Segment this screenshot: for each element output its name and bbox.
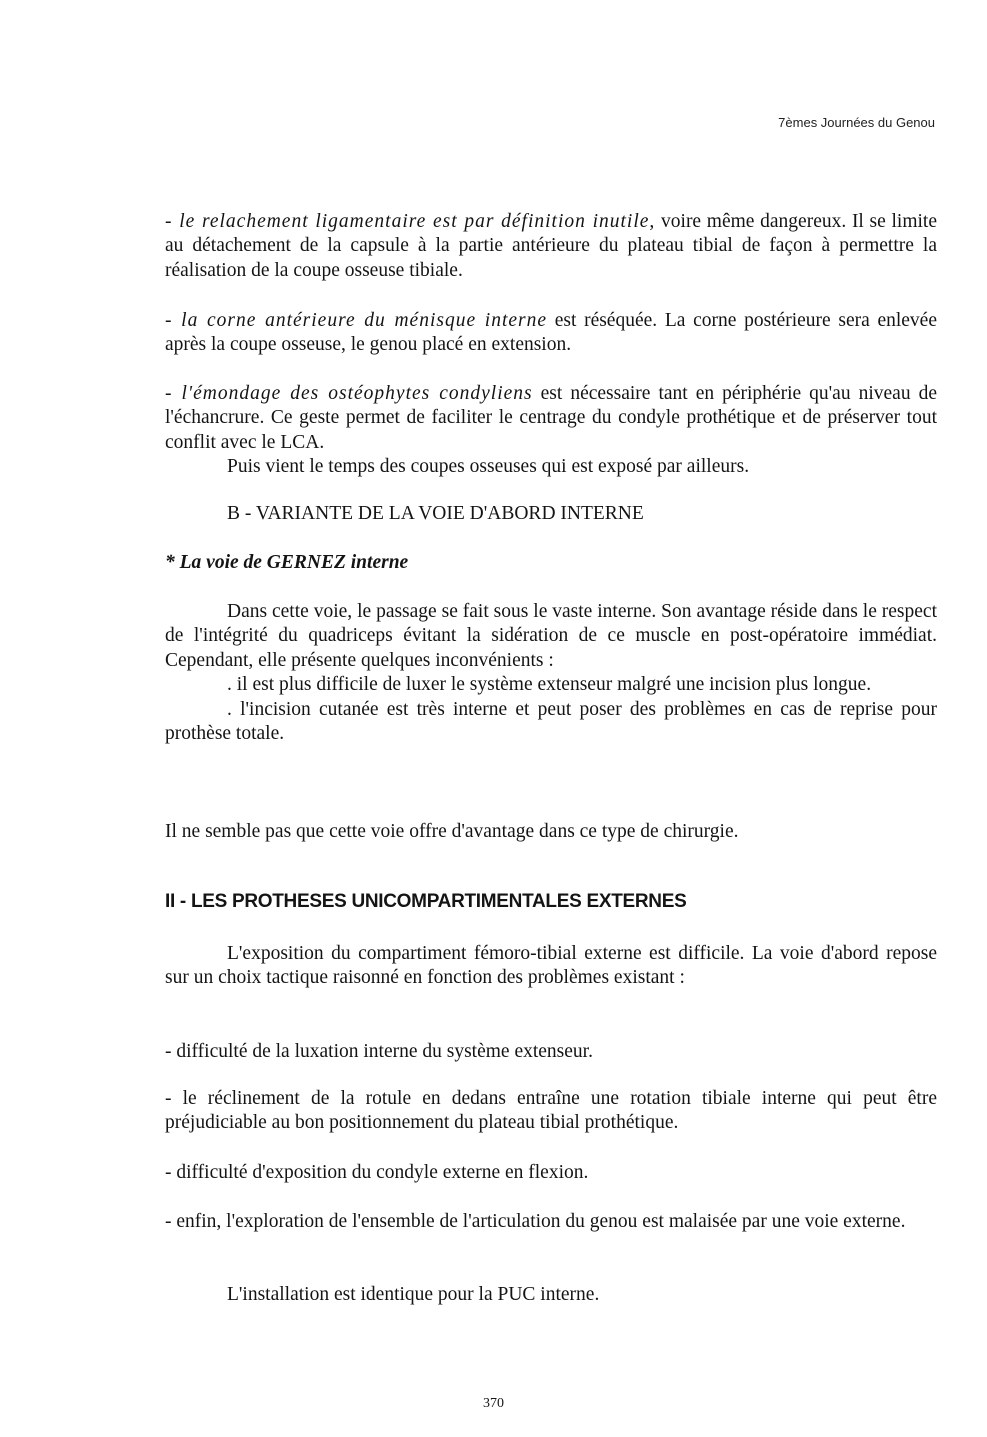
paragraph-body: Dans cette voie, le passage se fait sous le vaste interne. Son avantage réside dans le respect de l'intégrité du quadriceps évitant la sidération de ce muscle en post-opératoire immédiat. Cependant, elle présente quelques inconvénients : [165, 601, 937, 671]
paragraph-ligament-release [165, 210, 937, 283]
page-number: 370 [483, 1396, 504, 1411]
paragraph-lead-in: - l'émondage des ostéophytes condyliens [165, 383, 533, 404]
paragraph-body: est nécessaire tant en périphérie qu'au niveau de l'échancrure. Ce geste permet de faciliter le centrage du condyle prothétique et de préserver tout conflit avec le LCA. [165, 383, 937, 453]
list-item: . l'incision cutanée est très interne et peut poser des problèmes en cas de reprise pour prothèse totale. [165, 698, 937, 745]
paragraph-lead-in: - la corne antérieure du ménisque interne [165, 310, 548, 331]
paragraph-conclusion: Il ne semble pas que cette voie offre d'avantage dans ce type de chirurgie. [165, 821, 739, 842]
section-heading-ii: II - LES PROTHESES UNICOMPARTIMENTALES EXTERNES [165, 891, 687, 912]
paragraph-osteophytes [165, 382, 937, 455]
paragraph-condyle: - difficulté d'exposition du condyle externe en flexion. [165, 1162, 589, 1183]
subheading-gernez: * La voie de GERNEZ interne [165, 552, 409, 573]
paragraph-installation: L'installation est identique pour la PUC interne. [227, 1284, 600, 1305]
running-header: 7èmes Journées du Genou [778, 115, 935, 130]
paragraph-lead-in: - le relachement ligamentaire est par définition inutile, [165, 211, 656, 232]
paragraph-exploration: - enfin, l'exploration de l'ensemble de l'articulation du genou est malaisée par une voie externe. [165, 1211, 906, 1232]
paragraph-body: voire même dangereux. Il se limite au détachement de la capsule à la partie antérieure du plateau tibial de façon à permettre la réalisation de la coupe osseuse tibiale. [165, 211, 938, 281]
paragraph-gernez-approach [165, 600, 937, 746]
paragraph-bone-cuts: Puis vient le temps des coupes osseuses qui est exposé par ailleurs. [227, 456, 750, 477]
paragraph-meniscus [165, 309, 937, 358]
paragraph-patella: - le réclinement de la rotule en dedans entraîne une rotation tibiale interne qui peut être préjudiciable au bon positionnement du plateau tibial prothétique. [165, 1088, 937, 1134]
section-heading-b: B - VARIANTE DE LA VOIE D'ABORD INTERNE [227, 503, 644, 524]
paragraph-body: est réséquée. La corne postérieure sera enlevée après la coupe osseuse, le genou placé en extension. [165, 310, 937, 356]
list-item: . il est plus difficile de luxer le système extenseur malgré une incision plus longue. [227, 674, 872, 696]
paragraph-exposure: L'exposition du compartiment fémoro-tibial externe est difficile. La voie d'abord repose sur un choix tactique raisonné en fonction des problèmes existant : [165, 943, 937, 989]
paragraph-difficulty-luxation: - difficulté de la luxation interne du système extenseur. [165, 1041, 593, 1062]
